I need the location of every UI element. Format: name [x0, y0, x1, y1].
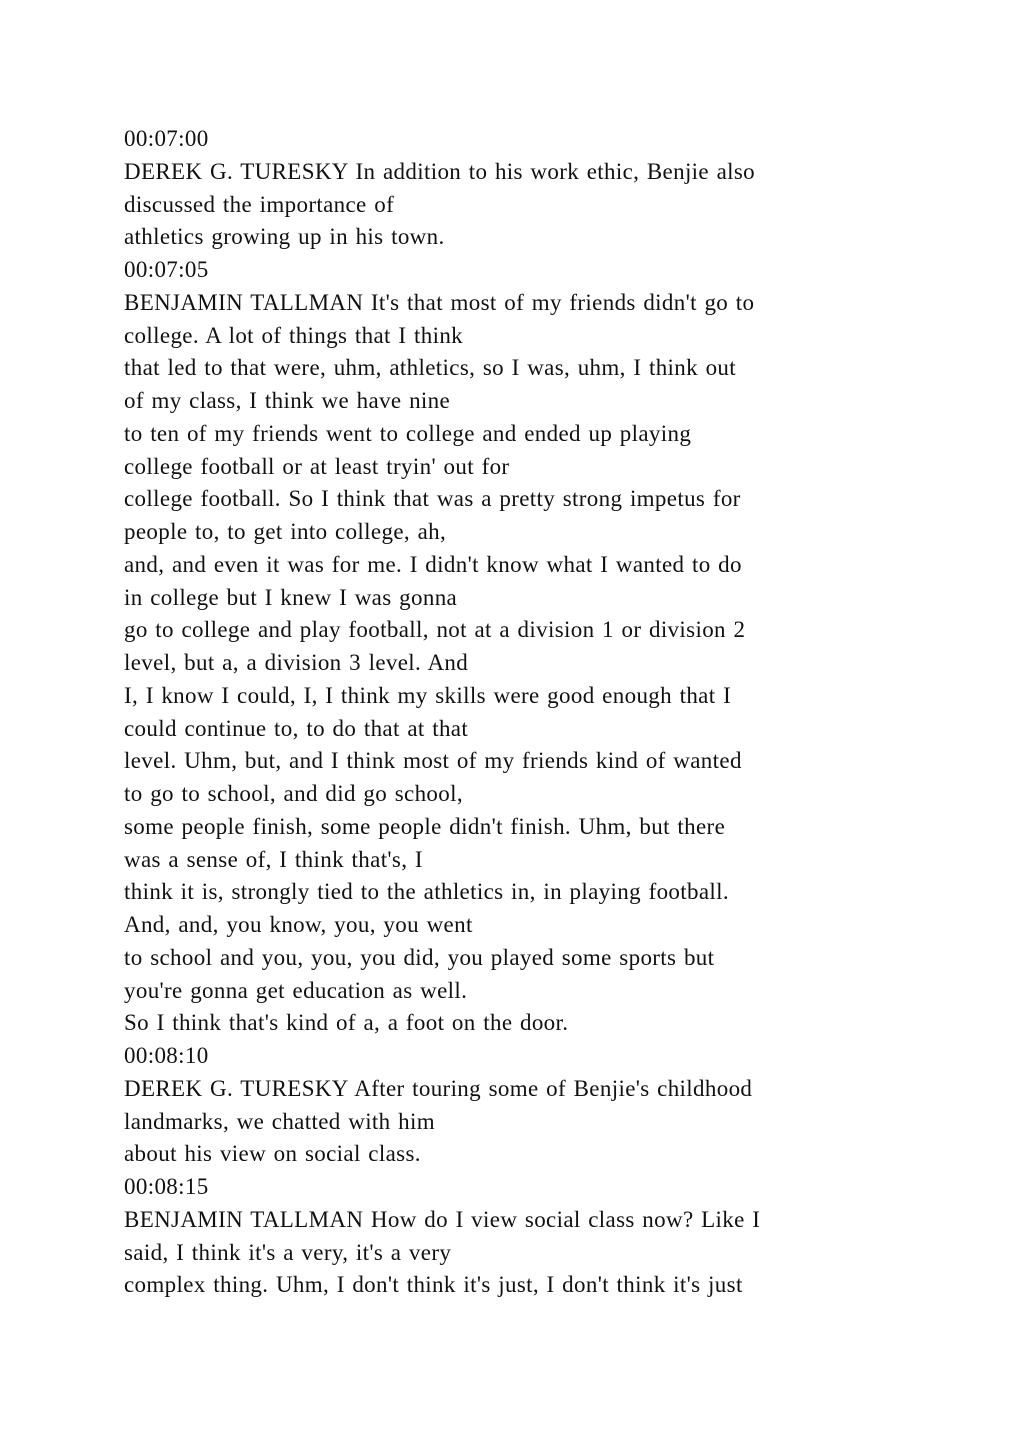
transcript-line: to go to school, and did go school, — [124, 781, 463, 806]
transcript-line: DEREK G. TURESKY In addition to his work ethic, Benjie also — [124, 158, 756, 184]
transcript-line: college. A lot of things that I think — [124, 322, 464, 348]
transcript-line: I, I know I could, I, I think my skills were good enough that I — [124, 682, 732, 708]
transcript-line: athletics growing up in his town. — [124, 224, 445, 250]
transcript-line: discussed the importance of — [124, 191, 395, 217]
timestamp: 00:07:00 — [124, 126, 209, 151]
transcript-line: BENJAMIN TALLMAN It's that most of my friends didn't go to — [124, 289, 755, 315]
timestamp: 00:08:10 — [124, 1043, 209, 1068]
timestamp: 00:07:05 — [124, 257, 209, 282]
transcript-line: level. Uhm, but, and I think most of my friends kind of wanted — [124, 748, 742, 774]
transcript-line: you're gonna get education as well. — [124, 977, 468, 1003]
transcript-line: that led to that were, uhm, athletics, so I was, uhm, I think out — [124, 355, 737, 381]
transcript-text — [124, 123, 904, 1302]
transcript-line: to school and you, you, you did, you played some sports but — [124, 944, 715, 970]
transcript-line: some people finish, some people didn't finish. Uhm, but there — [124, 813, 726, 839]
transcript-line: and, and even it was for me. I didn't know what I wanted to do — [124, 551, 742, 577]
transcript-line: DEREK G. TURESKY After touring some of Benjie's childhood — [124, 1075, 753, 1101]
transcript-line: college football. So I think that was a pretty strong impetus for — [124, 486, 741, 512]
timestamp: 00:08:15 — [124, 1174, 209, 1199]
transcript-line: said, I think it's a very, it's a very — [124, 1239, 452, 1265]
transcript-line: people to, to get into college, ah, — [124, 519, 447, 544]
transcript-line: about his view on social class. — [124, 1141, 421, 1167]
transcript-line: of my class, I think we have nine — [124, 388, 451, 413]
transcript-line: was a sense of, I think that's, I — [124, 846, 423, 872]
transcript-line: And, and, you know, you, you went — [124, 912, 473, 937]
transcript-line: go to college and play football, not at a division 1 or division 2 — [124, 617, 746, 643]
transcript-line: BENJAMIN TALLMAN How do I view social class now? Like I — [124, 1206, 761, 1232]
transcript-line: landmarks, we chatted with him — [124, 1108, 435, 1134]
transcript-line: think it is, strongly tied to the athletics in, in playing football. — [124, 879, 730, 905]
transcript-line: in college but I knew I was gonna — [124, 584, 458, 610]
transcript-line: complex thing. Uhm, I don't think it's just, I don't think it's just — [124, 1272, 743, 1298]
transcript-line: college football or at least tryin' out for — [124, 453, 510, 479]
transcript-line: could continue to, to do that at that — [124, 715, 469, 741]
transcript-line: level, but a, a division 3 level. And — [124, 650, 469, 675]
transcript-line: to ten of my friends went to college and ended up playing — [124, 420, 692, 446]
transcript-line: So I think that's kind of a, a foot on the door. — [124, 1010, 569, 1036]
